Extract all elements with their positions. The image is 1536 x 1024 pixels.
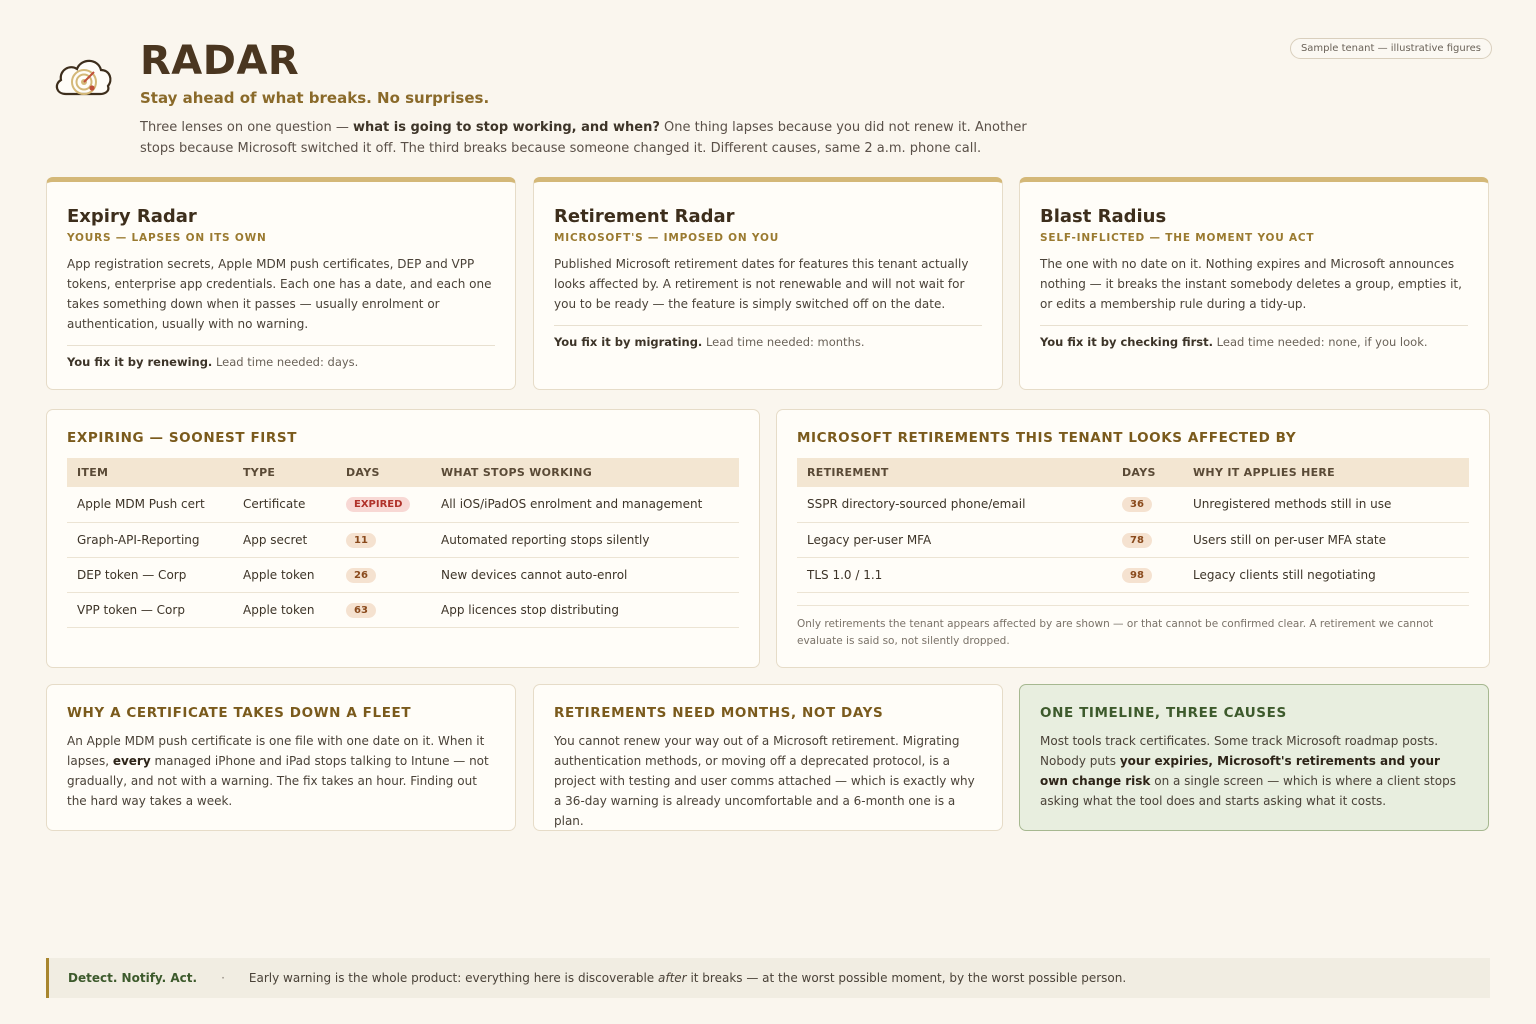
lens-fix-action: You fix it by renewing. <box>67 355 213 369</box>
days-cell <box>336 592 431 627</box>
column-header: TYPE <box>233 458 336 487</box>
retirement-name: SSPR directory-sourced phone/email <box>797 487 1112 522</box>
column-header: RETIREMENT <box>797 458 1112 487</box>
reason: Unregistered methods still in use <box>1183 487 1469 522</box>
cloud-radar-icon <box>52 50 114 100</box>
days-badge: 98 <box>1122 568 1152 583</box>
lens-lead-time: Lead time needed: months. <box>702 335 865 349</box>
explainer-text-part: Most tools track certificates. Some track Microsoft roadmap posts. Nobody puts <box>1040 734 1439 768</box>
column-header: WHY IT APPLIES HERE <box>1183 458 1469 487</box>
lens-card-expiry <box>46 177 516 390</box>
item-name: Graph-API-Reporting <box>67 522 233 557</box>
item-name: VPP token — Corp <box>67 592 233 627</box>
retirement-name: TLS 1.0 / 1.1 <box>797 557 1112 592</box>
impact: New devices cannot auto-enrol <box>431 557 739 592</box>
intro-text: Three lenses on one question — <box>140 120 353 135</box>
lens-fix <box>554 335 982 349</box>
page-intro <box>140 117 1040 159</box>
explainer-text-part: on a single screen — which is where a client stops asking what the tool does and starts asking what it costs. <box>1040 774 1456 808</box>
lens-fix-action: You fix it by checking first. <box>1040 335 1214 349</box>
footer-emphasis: after <box>658 971 687 985</box>
days-badge: 11 <box>346 533 376 548</box>
table-row[interactable] <box>67 522 739 557</box>
lens-fix-action: You fix it by migrating. <box>554 335 703 349</box>
retirements-table <box>797 458 1469 593</box>
explainer-emphasis: your expiries, Microsoft's retirements and your own change risk <box>1040 754 1440 788</box>
table-row[interactable] <box>797 522 1469 557</box>
explainer-heading: WHY A CERTIFICATE TAKES DOWN A FLEET <box>67 705 412 721</box>
lens-card-blast-radius <box>1019 177 1489 390</box>
footer-text <box>249 971 1126 985</box>
table-header-row <box>797 458 1469 487</box>
lens-subtitle: SELF-INFLICTED — THE MOMENT YOU ACT <box>1040 232 1315 244</box>
footer-brand: Detect. Notify. Act. <box>68 971 198 985</box>
item-type: Apple token <box>233 592 336 627</box>
panel-heading: MICROSOFT RETIREMENTS THIS TENANT LOOKS AFFECTED BY <box>797 430 1297 446</box>
explainer-card-retirements <box>533 684 1003 831</box>
table-row[interactable] <box>797 557 1469 592</box>
impact: Automated reporting stops silently <box>431 522 739 557</box>
table-row[interactable] <box>67 557 739 592</box>
expiring-table <box>67 458 739 628</box>
explainer-heading: ONE TIMELINE, THREE CAUSES <box>1040 705 1287 721</box>
divider <box>1040 325 1468 326</box>
table-row[interactable] <box>797 487 1469 522</box>
lens-card-retirement <box>533 177 1003 390</box>
footer-separator: · <box>221 971 225 985</box>
table-row[interactable] <box>67 487 739 522</box>
days-cell <box>1112 487 1183 522</box>
lens-description: The one with no date on it. Nothing expires and Microsoft announces nothing — it breaks the instant somebody deletes a group, empties it, or edits a membership rule during a tidy-up. <box>1040 257 1462 311</box>
expired-badge: EXPIRED <box>346 497 410 512</box>
divider <box>554 325 982 326</box>
page-title: RADAR <box>140 38 300 84</box>
reason: Users still on per-user MFA state <box>1183 522 1469 557</box>
days-badge: 26 <box>346 568 376 583</box>
lens-title: Blast Radius <box>1040 206 1167 227</box>
footer-banner <box>46 958 1490 998</box>
impact: App licences stop distributing <box>431 592 739 627</box>
panel-heading: EXPIRING — SOONEST FIRST <box>67 430 298 446</box>
lens-fix <box>1040 335 1468 349</box>
lens-title: Expiry Radar <box>67 206 197 227</box>
footer-text-part: it breaks — at the worst possible moment, by the worst possible person. <box>686 971 1127 985</box>
explainer-text <box>67 731 495 811</box>
item-type: Apple token <box>233 557 336 592</box>
explainer-text <box>1040 731 1468 811</box>
column-header: DAYS <box>336 458 431 487</box>
days-badge: 36 <box>1122 497 1152 512</box>
footer-text-part: Early warning is the whole product: everything here is discoverable <box>248 971 659 985</box>
page-tagline: Stay ahead of what breaks. No surprises. <box>140 89 490 107</box>
expiring-panel <box>46 409 760 668</box>
days-cell <box>1112 522 1183 557</box>
lens-fix <box>67 355 495 369</box>
explainer-card-timeline <box>1019 684 1489 831</box>
table-row[interactable] <box>67 592 739 627</box>
lens-lead-time: Lead time needed: none, if you look. <box>1213 335 1428 349</box>
lens-lead-time: Lead time needed: days. <box>212 355 359 369</box>
retirements-note: Only retirements the tenant appears affected by are shown — or that cannot be confirmed clear. A retirement we cannot evaluate is said so, not silently dropped. <box>797 605 1469 650</box>
explainer-text-part: managed iPhone and iPad stops talking to Intune — not gradually, and not with a warning. The fix takes an hour. Finding out the hard way takes a week. <box>67 754 489 808</box>
lens-description: Published Microsoft retirement dates for features this tenant actually looks affected by. A retirement is not renewable and will not wait for you to be ready — the feature is simply switched off on the date. <box>554 257 969 311</box>
days-cell <box>1112 557 1183 592</box>
days-cell <box>336 487 431 522</box>
column-header: DAYS <box>1112 458 1183 487</box>
column-header: ITEM <box>67 458 233 487</box>
item-type: Certificate <box>233 487 336 522</box>
impact: All iOS/iPadOS enrolment and management <box>431 487 739 522</box>
days-cell <box>336 557 431 592</box>
intro-text-rest: One thing lapses because you did not renew it. Another stops because Microsoft switched it off. The third breaks because someone changed it. Different causes, same 2 a.m. phone call. <box>140 120 1027 156</box>
explainer-heading: RETIREMENTS NEED MONTHS, NOT DAYS <box>554 705 884 721</box>
divider <box>67 345 495 346</box>
explainer-text-part: An Apple MDM push certificate is one file with one date on it. When it lapses, <box>67 734 485 768</box>
page-header <box>52 38 1492 168</box>
lens-title: Retirement Radar <box>554 206 735 227</box>
days-badge: 78 <box>1122 533 1152 548</box>
reason: Legacy clients still negotiating <box>1183 557 1469 592</box>
item-name: DEP token — Corp <box>67 557 233 592</box>
column-header: WHAT STOPS WORKING <box>431 458 739 487</box>
lens-subtitle: YOURS — LAPSES ON ITS OWN <box>67 232 267 244</box>
table-header-row <box>67 458 739 487</box>
intro-question: what is going to stop working, and when? <box>352 120 660 135</box>
retirement-name: Legacy per-user MFA <box>797 522 1112 557</box>
explainer-card-certificate <box>46 684 516 831</box>
retirements-panel <box>776 409 1490 668</box>
days-cell <box>336 522 431 557</box>
item-name: Apple MDM Push cert <box>67 487 233 522</box>
sample-tenant-badge: Sample tenant — illustrative figures <box>1290 38 1492 59</box>
explainer-text: You cannot renew your way out of a Microsoft retirement. Migrating authentication methods, or moving off a deprecated protocol, is a project with testing and user comms attached — which is exactly why a 36-day warning is already uncomfortable and a 6-month one is a plan. <box>554 734 975 828</box>
days-badge: 63 <box>346 603 376 618</box>
explainer-emphasis: every <box>112 754 151 768</box>
item-type: App secret <box>233 522 336 557</box>
lens-subtitle: MICROSOFT'S — IMPOSED ON YOU <box>554 232 780 244</box>
lens-description: App registration secrets, Apple MDM push certificates, DEP and VPP tokens, enterprise app credentials. Each one has a date, and each one takes something down when it passes — usually enrolment or authentication, usually with no warning. <box>67 257 492 331</box>
